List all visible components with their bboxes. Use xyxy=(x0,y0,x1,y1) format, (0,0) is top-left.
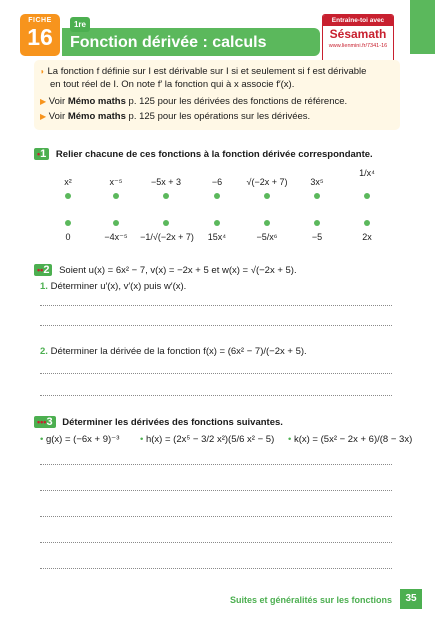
question-number: 2. xyxy=(40,346,48,357)
derivative-item: −1/√(−2x + 7) xyxy=(140,232,194,242)
answer-line[interactable] xyxy=(40,395,392,396)
arrow-icon: ▶ xyxy=(40,97,47,106)
link-dot[interactable] xyxy=(314,193,320,199)
derivative-item: −5 xyxy=(311,232,323,242)
definition-line-1 xyxy=(40,66,366,77)
sesamath-link[interactable] xyxy=(322,14,394,66)
link-dot[interactable] xyxy=(264,193,270,199)
memo1-post: p. 125 pour les dérivées des fonctions de référence. xyxy=(125,96,348,107)
answer-line[interactable] xyxy=(40,373,392,374)
fiche-number: 16 xyxy=(27,24,53,50)
definition-line-2: en tout réel de I. On note f′ la fonction qui à x associe f′(x). xyxy=(50,79,295,90)
derivative-item: 0 xyxy=(65,232,71,242)
answer-line[interactable] xyxy=(40,490,392,491)
exercise-3-instruction: Déterminer les dérivées des fonctions suivantes. xyxy=(62,417,283,428)
function-item: 3x⁵ xyxy=(310,177,324,187)
function-k-text: k(x) = (5x² − 2x + 6)/(8 − 3x) xyxy=(293,434,413,445)
exercise-2-badge: ••2 xyxy=(34,264,52,276)
memo1-pre: Voir xyxy=(48,96,68,107)
function-item: x² xyxy=(64,177,72,187)
function-item: −6 xyxy=(211,177,223,187)
link-dot[interactable] xyxy=(163,220,169,226)
link-dot[interactable] xyxy=(214,220,220,226)
memo2-pre: Voir xyxy=(48,111,68,122)
link-dot[interactable] xyxy=(113,220,119,226)
exercise-3-badge: •••3 xyxy=(34,416,56,428)
function-item: 1/x⁴ xyxy=(359,168,375,178)
question-text: Déterminer la dérivée de la fonction f(x) = (6x² − 7)/(−2x + 5). xyxy=(50,346,307,357)
exercise-2-statement: Soient u(x) = 6x² − 7, v(x) = −2x + 5 et w(x) = √(−2x + 5). xyxy=(59,265,297,276)
link-dot[interactable] xyxy=(364,220,370,226)
answer-line[interactable] xyxy=(40,516,392,517)
function-k: • k(x) = (5x² − 2x + 6)/(8 − 3x) xyxy=(288,434,413,445)
fiche-badge xyxy=(20,14,60,56)
memo1-link[interactable]: Mémo maths xyxy=(67,96,126,107)
level-badge: 1re xyxy=(70,17,90,32)
question-2-1 xyxy=(40,281,186,292)
memo-line-1 xyxy=(40,96,347,107)
exercise-1-badge: •1 xyxy=(34,148,49,160)
question-number: 1. xyxy=(40,281,48,292)
exercise-2-heading xyxy=(34,264,297,276)
function-item: −5x + 3 xyxy=(150,177,182,187)
link-dot[interactable] xyxy=(364,193,370,199)
answer-line[interactable] xyxy=(40,305,392,306)
answer-line[interactable] xyxy=(40,464,392,465)
exercise-1-instruction: Relier chacune de ces fonctions à la fonction dérivée correspondante. xyxy=(55,149,373,160)
question-text: Déterminer u′(x), v′(x) puis w′(x). xyxy=(50,281,187,292)
function-g: • g(x) = (−6x + 9)⁻³ xyxy=(40,434,120,445)
link-dot[interactable] xyxy=(264,220,270,226)
memo2-link[interactable]: Mémo maths xyxy=(67,111,126,122)
memo2-post: p. 125 pour les opérations sur les dérivées. xyxy=(125,111,311,122)
question-2-2 xyxy=(40,346,307,357)
page-number: 35 xyxy=(400,589,422,609)
function-item: x⁻⁵ xyxy=(109,177,123,187)
function-h: • h(x) = (2x⁵ − 3/2 x²)(5/6 x² − 5) xyxy=(140,434,275,445)
link-dot[interactable] xyxy=(65,193,71,199)
bullet-icon: ◗ xyxy=(40,67,45,76)
answer-line[interactable] xyxy=(40,568,392,569)
answer-line[interactable] xyxy=(40,325,392,326)
exercise-1-heading xyxy=(34,148,373,160)
derivative-item: −5/x⁶ xyxy=(256,232,278,242)
link-dot[interactable] xyxy=(163,193,169,199)
sesamath-logo: Sésamath xyxy=(329,27,387,41)
page-title: Fonction dérivée : calculs xyxy=(70,34,267,51)
link-dot[interactable] xyxy=(214,193,220,199)
derivative-item: 15x⁴ xyxy=(207,232,227,242)
derivative-item: 2x xyxy=(362,232,372,242)
chapter-tab xyxy=(410,0,435,54)
derivative-item: −4x⁻⁵ xyxy=(104,232,128,242)
fiche-label: FICHE xyxy=(28,17,52,24)
chapter-footer: Suites et généralités sur les fonctions xyxy=(230,595,393,605)
memo-line-2 xyxy=(40,111,310,122)
answer-line[interactable] xyxy=(40,542,392,543)
link-dot[interactable] xyxy=(113,193,119,199)
exercise-3-heading xyxy=(34,416,283,428)
arrow-icon: ▶ xyxy=(40,112,47,121)
link-dot[interactable] xyxy=(314,220,320,226)
sesamath-url[interactable]: www.lienmini.fr/7341-16 xyxy=(328,43,388,49)
link-dot[interactable] xyxy=(65,220,71,226)
sesamath-tagline: Entraîne-toi avec xyxy=(323,15,393,26)
function-g-text: g(x) = (−6x + 9)⁻³ xyxy=(45,434,120,445)
function-h-text: h(x) = (2x⁵ − 3/2 x²)(5/6 x² − 5) xyxy=(145,434,275,445)
function-item: √(−2x + 7) xyxy=(246,177,288,187)
definition-text-1: La fonction f définie sur I est dérivable sur I si et seulement si f est dérivable xyxy=(47,66,367,77)
